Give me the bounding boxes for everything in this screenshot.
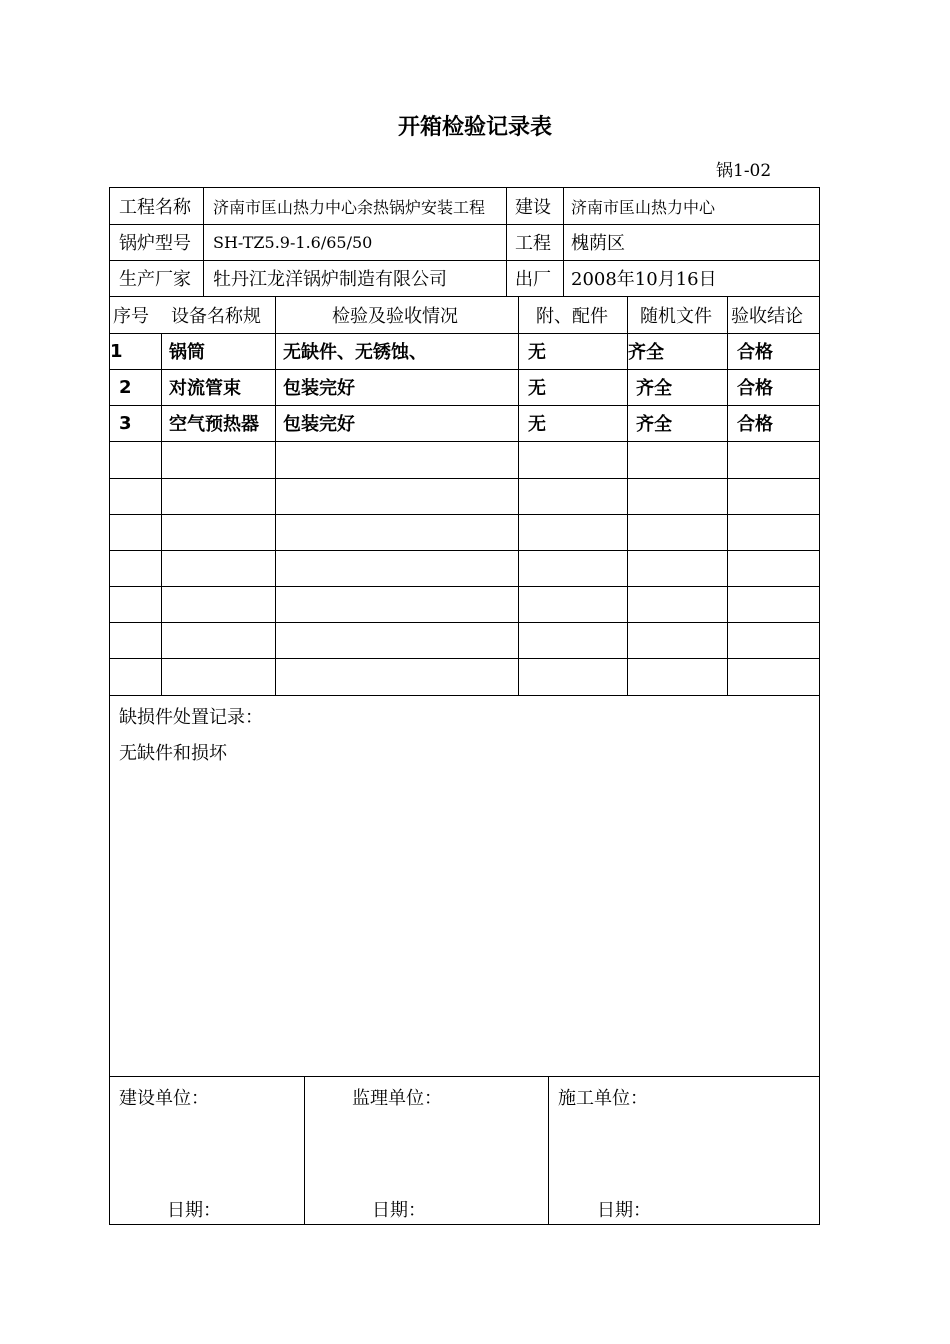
project-label: 工程 [515,233,551,254]
row-divider [110,1076,819,1077]
defects-text: 无缺件和损坏 [119,743,227,764]
table-cell: 包装完好 [283,378,355,399]
inspection-form [109,187,820,1225]
table-header-cell: 验收结论 [731,305,803,327]
table-cell: 无缺件、无锈蚀、 [283,342,427,363]
table-cell: 合格 [737,378,773,399]
builder-date-label: 日期： [167,1200,221,1221]
col-divider [161,333,162,696]
table-header-cell: 附、配件 [536,305,608,327]
factory-label: 出厂 [515,269,551,290]
col-divider [506,188,507,297]
col-divider [563,188,564,297]
project-name-label: 工程名称 [119,197,191,218]
col-divider [727,296,728,696]
table-cell: 锅筒 [169,342,205,363]
col-divider [548,1076,549,1224]
builder-unit-label: 建设单位： [119,1088,209,1109]
row-divider [110,695,819,696]
table-header-cell: 随机文件 [640,305,712,327]
builder-label: 建设 [515,197,551,218]
contractor-date-label: 日期： [597,1200,651,1221]
table-cell: 合格 [737,342,773,363]
table-cell: 齐全 [636,378,672,399]
defects-label: 缺损件处置记录： [119,707,263,728]
row-divider [110,333,819,334]
table-header-cell: 检验及验收情况 [332,305,458,327]
boiler-model-label: 锅炉型号 [119,233,191,254]
row-divider [110,514,819,515]
contractor-unit-label: 施工单位： [558,1088,648,1109]
row-divider [110,586,819,587]
page-title: 开箱检验记录表 [397,115,552,140]
supervisor-date-label: 日期： [372,1200,426,1221]
manufacturer-value: 牡丹江龙洋锅炉制造有限公司 [213,269,447,290]
row-divider [110,622,819,623]
table-header-cell: 序号 [113,305,149,327]
table-cell: 无 [528,342,546,363]
col-divider [304,1076,305,1224]
project-name-value: 济南市匡山热力中心余热锅炉安装工程 [213,197,486,217]
table-cell: 无 [528,378,546,399]
col-divider [518,296,519,696]
table-cell: 合格 [737,414,773,435]
row-divider [110,658,819,659]
project-value: 槐荫区 [571,233,625,254]
factory-value: 2008年10月16日 [571,269,717,290]
table-cell: 齐全 [636,414,672,435]
col-divider [275,296,276,696]
col-divider [203,188,204,297]
boiler-model-value: SH-TZ5.9-1.6/65/50 [213,232,373,252]
table-cell: 2 [119,376,132,398]
row-divider [110,478,819,479]
table-cell: 3 [119,412,132,434]
row-divider [110,441,819,442]
form-code: 锅1-02 [716,161,772,181]
table-cell: 1 [110,340,123,362]
table-header-cell: 设备名称规 [171,305,261,327]
builder-value: 济南市匡山热力中心 [571,197,716,217]
table-cell: 空气预热器 [169,414,259,435]
supervisor-unit-label: 监理单位： [352,1088,442,1109]
manufacturer-label: 生产厂家 [119,269,191,290]
table-cell: 齐全 [628,342,664,363]
table-cell: 无 [528,414,546,435]
table-cell: 对流管束 [169,378,241,399]
table-cell: 包装完好 [283,414,355,435]
row-divider [110,550,819,551]
